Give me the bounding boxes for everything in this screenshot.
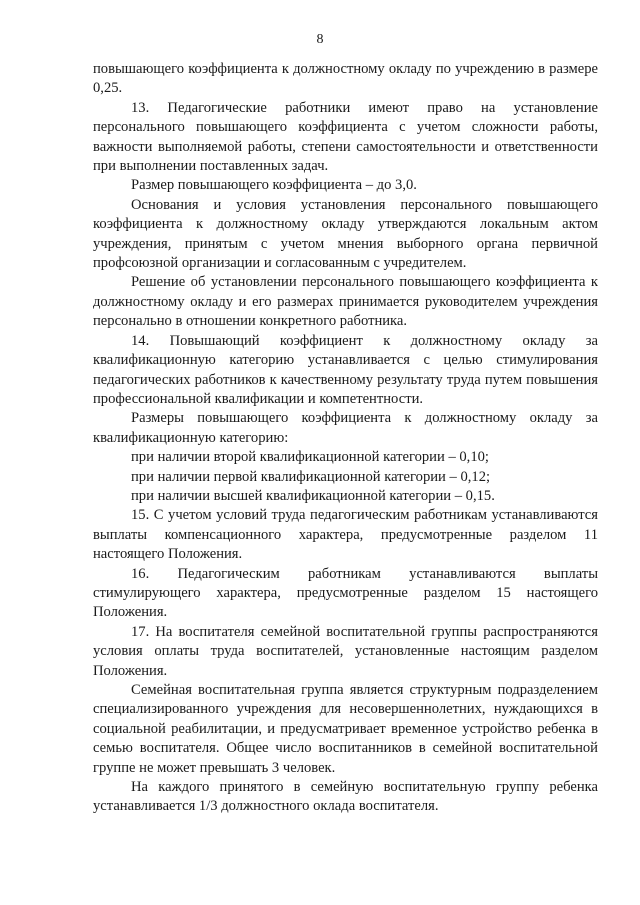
document-body	[93, 60, 598, 817]
paragraph-item-17: 17. На воспитателя семейной воспитательной группы распространяются условия оплаты труда воспитателей, установленные настоящим разделом Положения.	[93, 623, 598, 679]
paragraph-item-15: 15. С учетом условий труда педагогическим работникам устанавливаются выплаты компенсационного характера, предусмотренные разделом 11 настоящего Положения.	[93, 507, 598, 563]
paragraph-per-child: На каждого принятого в семейную воспитательную группу ребенка устанавливается 1/3 должностного оклада воспитателя.	[93, 779, 598, 815]
paragraph-continuation: повышающего коэффициента к должностному окладу по учреждению в размере 0,25.	[93, 61, 598, 97]
paragraph-item-13: 13. Педагогические работники имеют право на установление персонального повышающего коэффициента с учетом сложности работы, важности выполняемой работы, степени самостоятельности и ответственности при выполнении поставленных задач.	[93, 99, 598, 175]
list-item-second-category: при наличии второй квалификационной категории – 0,10;	[131, 449, 489, 466]
page-number: 8	[316, 32, 324, 47]
list-item-first-category: при наличии первой квалификационной категории – 0,12;	[131, 468, 491, 485]
paragraph-category-sizes: Размеры повышающего коэффициента к должностному окладу за квалификационную категорию:	[93, 410, 598, 446]
paragraph-family-group: Семейная воспитательная группа является структурным подразделением специализированного учреждения для несовершеннолетних, нуждающихся в социальной реабилитации, и предусматривает временное устройство ребенка в семью воспитателя. Общее число воспитанников в семейной воспитательной группе не может превышать 3 человек.	[93, 682, 598, 776]
list-item-highest-category: при наличии высшей квалификационной категории – 0,15.	[131, 487, 495, 504]
paragraph-coefficient-size: Размер повышающего коэффициента – до 3,0.	[131, 177, 417, 194]
paragraph-item-16: 16. Педагогическим работникам устанавливаются выплаты стимулирующего характера, предусмотренные разделом 15 настоящего Положения.	[93, 565, 598, 621]
paragraph-grounds-conditions: Основания и условия установления персонального повышающего коэффициента к должностному окладу утверждаются локальным актом учреждения, принятым с учетом мнения выборного органа первичной профсоюзной организации и согласованным с учредителем.	[93, 196, 598, 272]
paragraph-decision: Решение об установлении персонального повышающего коэффициента к должностному окладу и его размерах принимается руководителем учреждения персонально в отношении конкретного работника.	[93, 274, 598, 330]
paragraph-item-14: 14. Повышающий коэффициент к должностному окладу за квалификационную категорию устанавливается с целью стимулирования педагогических работников к качественному результату труда путем повышения профессиональной квалификации и компетентности.	[93, 332, 598, 407]
